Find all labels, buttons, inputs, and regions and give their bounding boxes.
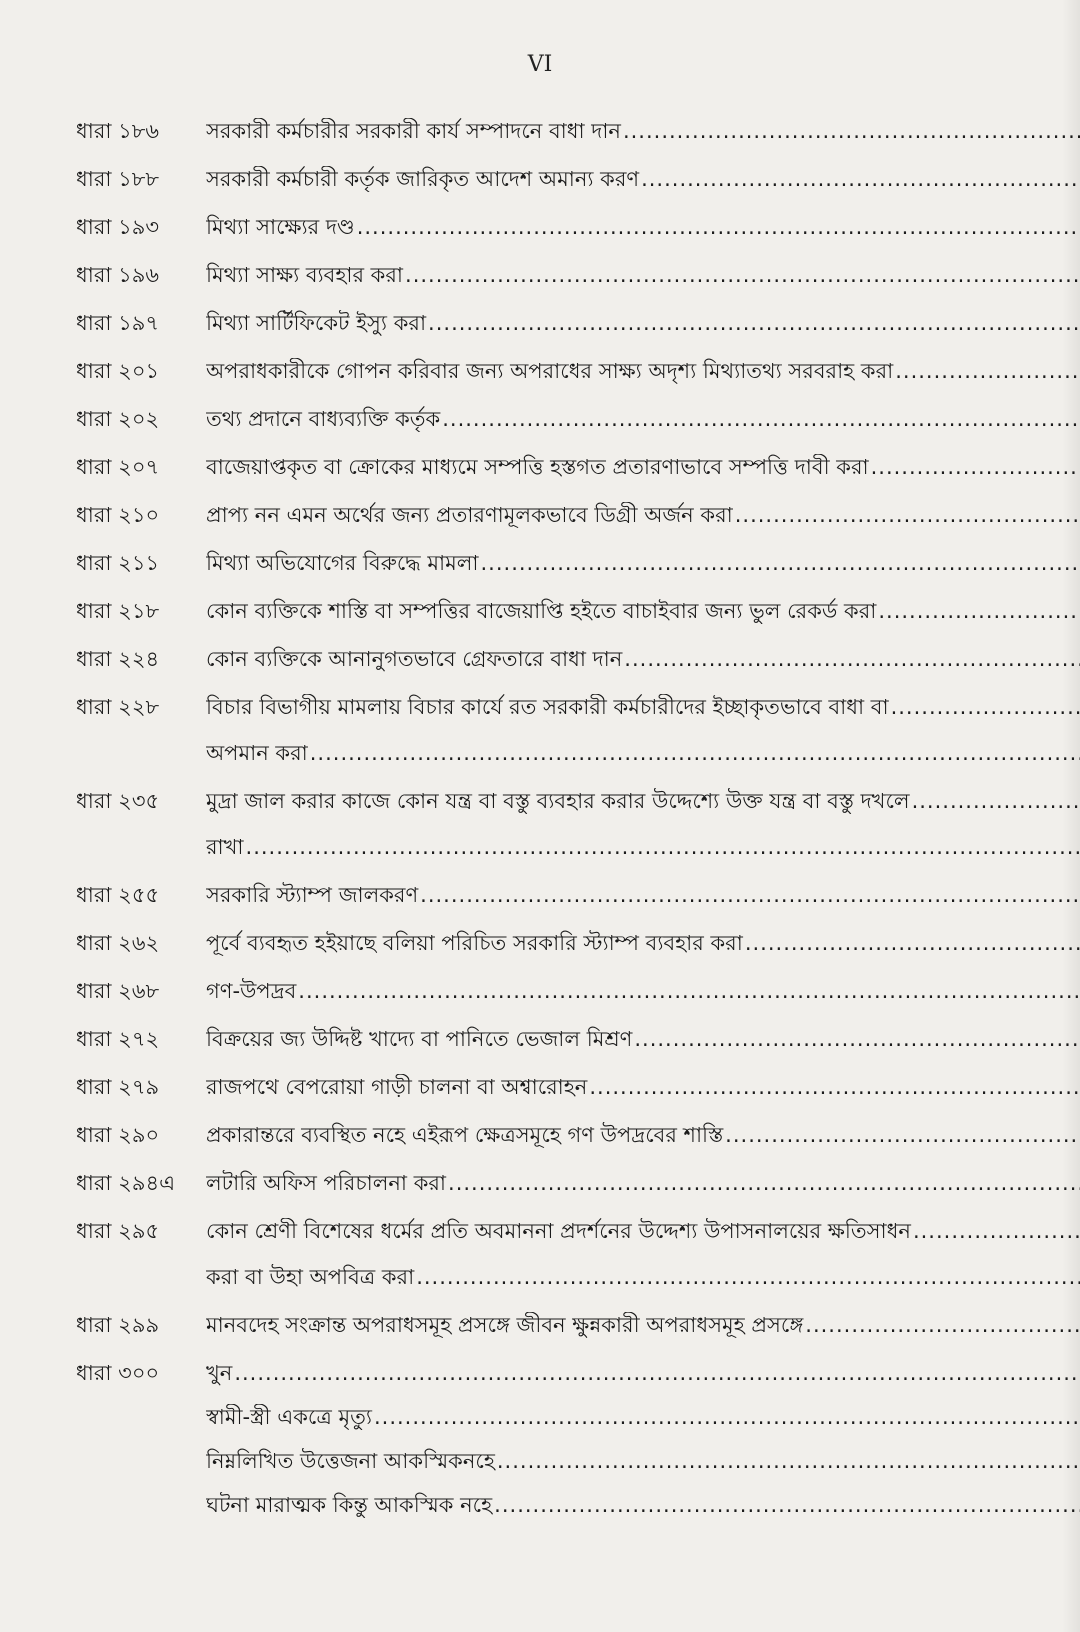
section-number: ধারা ২৯০ bbox=[76, 1123, 160, 1147]
section-number bbox=[76, 1404, 206, 1430]
entry-title-line bbox=[206, 1360, 1080, 1386]
toc-entry bbox=[76, 502, 1046, 528]
entry-title-text: করা বা উহা অপবিত্র করা bbox=[206, 1265, 415, 1289]
dot-leader bbox=[639, 166, 1080, 192]
dot-leader bbox=[733, 502, 1080, 528]
entry-title-line bbox=[206, 214, 1080, 240]
dot-leader bbox=[232, 1360, 1080, 1386]
entry-title bbox=[206, 1170, 1080, 1196]
page-edge-shadow bbox=[1062, 0, 1080, 1632]
entry-title bbox=[206, 454, 1080, 480]
dot-leader bbox=[621, 118, 1080, 144]
entry-title-text: সরকারী কর্মচারীর সরকারী কার্য সম্পাদনে বাধা দান bbox=[206, 119, 621, 143]
entry-title bbox=[206, 1404, 1080, 1430]
section-number: ধারা ২১৮ bbox=[76, 599, 160, 623]
dot-leader bbox=[910, 788, 1080, 814]
entry-title-text: ঘটনা মারাত্মক কিন্তু আকস্মিক নহে bbox=[206, 1493, 493, 1517]
entry-title-line bbox=[206, 788, 1080, 814]
section-number: ধারা ২২৮ bbox=[76, 695, 160, 719]
entry-title-text: পূর্বে ব্যবহৃত হইয়াছে বলিয়া পরিচিত সরকারি স্ট্যাম্প ব্যবহার করা bbox=[206, 931, 743, 955]
entry-title bbox=[206, 1122, 1080, 1148]
entry-title bbox=[206, 1074, 1080, 1100]
entry-title-line bbox=[206, 502, 1080, 528]
entry-title-line bbox=[206, 550, 1080, 576]
section-number: ধারা ২৭৯ bbox=[76, 1075, 160, 1099]
toc-entry bbox=[76, 118, 1046, 144]
toc-entry bbox=[76, 1026, 1046, 1052]
section-number: ধারা ২৯৯ bbox=[76, 1313, 160, 1337]
entry-title bbox=[206, 1026, 1080, 1052]
dot-leader bbox=[414, 1264, 1080, 1290]
section-number: ধারা ১৮৮ bbox=[76, 167, 160, 191]
entry-title-line bbox=[206, 1218, 1080, 1244]
entry-title-text: মানবদেহ সংক্রান্ত অপরাধসমূহ প্রসঙ্গে জীবন ক্ষুন্নকারী অপরাধসমূহ প্রসঙ্গে bbox=[206, 1313, 804, 1337]
dot-leader bbox=[418, 882, 1080, 908]
entry-title bbox=[206, 118, 1080, 144]
section-number: ধারা ১৯৩ bbox=[76, 215, 160, 239]
toc-entry bbox=[76, 1170, 1046, 1196]
entry-title-text: খুন bbox=[206, 1361, 233, 1385]
entry-title-text: সরকারি স্ট্যাম্প জালকরণ bbox=[206, 883, 419, 907]
entry-title-line bbox=[206, 740, 1080, 766]
toc-entry bbox=[76, 1448, 1046, 1474]
entry-title bbox=[206, 214, 1080, 240]
entry-title bbox=[206, 882, 1080, 908]
section-number: ধারা ২০১ bbox=[76, 359, 160, 383]
entry-title bbox=[206, 646, 1080, 672]
dot-leader bbox=[495, 1448, 1080, 1474]
section-number: ধারা ২৯৫ bbox=[76, 1219, 160, 1243]
toc-entry bbox=[76, 930, 1046, 956]
entry-title-line bbox=[206, 1492, 1080, 1518]
entry-title-line bbox=[206, 1170, 1080, 1196]
section-number: ধারা ২০৭ bbox=[76, 455, 160, 479]
entry-title bbox=[206, 1448, 1080, 1474]
toc-entry bbox=[76, 978, 1046, 1004]
entry-title-text: সরকারী কর্মচারী কর্তৃক জারিকৃত আদেশ অমান্য করণ bbox=[206, 167, 640, 191]
entry-title bbox=[206, 550, 1080, 576]
entry-title-line bbox=[206, 118, 1080, 144]
entry-title-text: অপরাধকারীকে গোপন করিবার জন্য অপরাধের সাক্ষ্য অদৃশ্য মিথ্যাতথ্য সরবরাহ করা bbox=[206, 359, 894, 383]
section-number: ধারা ২১০ bbox=[76, 503, 160, 527]
dot-leader bbox=[296, 978, 1080, 1004]
entry-title bbox=[206, 694, 1080, 766]
entry-title-text: লটারি অফিস পরিচালনা করা bbox=[206, 1171, 447, 1195]
toc-entry bbox=[76, 1218, 1046, 1290]
toc-entry bbox=[76, 358, 1046, 384]
entry-title bbox=[206, 1492, 1080, 1518]
section-number: ধারা ২৯৪এ bbox=[76, 1171, 176, 1195]
dot-leader bbox=[355, 214, 1080, 240]
entry-title-line bbox=[206, 1026, 1080, 1052]
toc-entry bbox=[76, 310, 1046, 336]
entry-title-text: গণ-উপদ্রব bbox=[206, 979, 297, 1003]
section-number: ধারা ২২৪ bbox=[76, 647, 160, 671]
toc-entry bbox=[76, 406, 1046, 432]
dot-leader bbox=[403, 262, 1080, 288]
section-number: ধারা ২৬২ bbox=[76, 931, 160, 955]
dot-leader bbox=[876, 598, 1080, 624]
section-number: ধারা ২৬৮ bbox=[76, 979, 160, 1003]
entry-title-line bbox=[206, 978, 1080, 1004]
dot-leader bbox=[743, 930, 1080, 956]
dot-leader bbox=[446, 1170, 1080, 1196]
section-number: ধারা ২০২ bbox=[76, 407, 160, 431]
toc-entry bbox=[76, 788, 1046, 860]
entry-title-text: কোন ব্যক্তিকে শাস্তি বা সম্পত্তির বাজেয়াপ্তি হইতে বাচাইবার জন্য ভুল রেকর্ড করা bbox=[206, 599, 877, 623]
section-number: ধারা ২১১ bbox=[76, 551, 160, 575]
toc-entry bbox=[76, 550, 1046, 576]
section-number: ধারা ২৫৫ bbox=[76, 883, 160, 907]
section-number bbox=[76, 1448, 206, 1474]
entry-title-text: বিচার বিভাগীয় মামলায় বিচার কার্যে রত সরকারী কর্মচারীদের ইচ্ছাকৃতভাবে বাধা বা bbox=[206, 695, 889, 719]
dot-leader bbox=[479, 550, 1080, 576]
dot-leader bbox=[440, 406, 1080, 432]
dot-leader bbox=[308, 740, 1080, 766]
entry-title-text: প্রাপ্য নন এমন অর্থের জন্য প্রতারণামূলকভাবে ডিগ্রী অর্জন করা bbox=[206, 503, 733, 527]
dot-leader bbox=[632, 1026, 1080, 1052]
entry-title-line bbox=[206, 1074, 1080, 1100]
toc-entry bbox=[76, 1122, 1046, 1148]
section-number: ধারা ২৭২ bbox=[76, 1027, 160, 1051]
entry-title-text: বিক্রয়ের জ্য উদ্দিষ্ট খাদ্যে বা পানিতে ভেজাল মিশ্রণ bbox=[206, 1027, 633, 1051]
entry-title-line bbox=[206, 694, 1080, 720]
entry-title-text: মিথ্যা সাক্ষ্য ব্যবহার করা bbox=[206, 263, 404, 287]
entry-title-text: অপমান করা bbox=[206, 741, 308, 765]
entry-title-text: কোন শ্রেণী বিশেষের ধর্মের প্রতি অবমাননা প্রদর্শনের উদ্দেশ্য উপাসনালয়ের ক্ষতিসাধন bbox=[206, 1219, 911, 1243]
entry-title bbox=[206, 930, 1080, 956]
toc-entry bbox=[76, 214, 1046, 240]
entry-title-line bbox=[206, 1264, 1080, 1290]
entry-title-line bbox=[206, 1312, 1080, 1338]
entry-title-text: মুদ্রা জাল করার কাজে কোন যন্ত্র বা বস্তু ব্যবহার করার উদ্দেশ্যে উক্ত যন্ত্র বা বস্তু দখলে bbox=[206, 789, 910, 813]
entry-title-line bbox=[206, 1404, 1080, 1430]
entry-title-line bbox=[206, 262, 1080, 288]
toc-entry bbox=[76, 882, 1046, 908]
dot-leader bbox=[889, 694, 1080, 720]
entry-title-text: প্রকারান্তরে ব্যবস্থিত নহে এইরূপ ক্ষেত্রসমূহে গণ উপদ্রবের শাস্তি bbox=[206, 1123, 724, 1147]
toc-entry bbox=[76, 646, 1046, 672]
entry-title bbox=[206, 310, 1080, 336]
entry-title-line bbox=[206, 598, 1080, 624]
entry-title-line bbox=[206, 930, 1080, 956]
entry-title-line bbox=[206, 310, 1080, 336]
dot-leader bbox=[911, 1218, 1080, 1244]
section-number: ধারা ৩০০ bbox=[76, 1361, 160, 1385]
entry-title-text: নিম্নলিখিত উত্তেজনা আকস্মিকনহে bbox=[206, 1449, 495, 1473]
section-number bbox=[76, 1492, 206, 1518]
dot-leader bbox=[723, 1122, 1080, 1148]
entry-title-line bbox=[206, 166, 1080, 192]
dot-leader bbox=[244, 834, 1080, 860]
entry-title bbox=[206, 166, 1080, 192]
entry-title-line bbox=[206, 834, 1080, 860]
entry-title-text: তথ্য প্রদানে বাধ্যব্যক্তি কর্তৃক bbox=[206, 407, 441, 431]
entry-title bbox=[206, 406, 1080, 432]
entry-title-line bbox=[206, 454, 1080, 480]
toc-entry bbox=[76, 166, 1046, 192]
toc-entry bbox=[76, 1360, 1046, 1386]
toc-entry bbox=[76, 454, 1046, 480]
entry-title bbox=[206, 1312, 1080, 1338]
entry-title-line bbox=[206, 358, 1080, 384]
entry-title-line bbox=[206, 406, 1080, 432]
dot-leader bbox=[869, 454, 1080, 480]
entry-title bbox=[206, 788, 1080, 860]
toc-entry bbox=[76, 262, 1046, 288]
entry-title-text: মিথ্যা সার্টিফিকেট ইস্যু করা bbox=[206, 311, 427, 335]
entry-title-text: কোন ব্যক্তিকে আনানুগতভাবে গ্রেফতারে বাধা দান bbox=[206, 647, 623, 671]
entry-title-line bbox=[206, 882, 1080, 908]
entry-title-text: বাজেয়াপ্তকৃত বা ক্রোকের মাধ্যমে সম্পত্তি হস্তগত প্রতারণাভাবে সম্পত্তি দাবী করা bbox=[206, 455, 869, 479]
toc-entry bbox=[76, 598, 1046, 624]
entry-title-line bbox=[206, 1122, 1080, 1148]
toc-entry bbox=[76, 1404, 1046, 1430]
page-number: VI bbox=[527, 52, 553, 77]
entry-title bbox=[206, 1218, 1080, 1290]
dot-leader bbox=[893, 358, 1080, 384]
entry-title bbox=[206, 358, 1080, 384]
entry-title-line bbox=[206, 646, 1080, 672]
section-number: ধারা ২৩৫ bbox=[76, 789, 160, 813]
entry-title-text: মিথ্যা অভিযোগের বিরুদ্ধে মামলা bbox=[206, 551, 479, 575]
entry-title-text: স্বামী-স্ত্রী একত্রে মৃত্যু bbox=[206, 1405, 372, 1429]
entry-title-text: রাজপথে বেপরোয়া গাড়ী চালনা বা অশ্বারোহন bbox=[206, 1075, 588, 1099]
toc-entry bbox=[76, 694, 1046, 766]
dot-leader bbox=[426, 310, 1080, 336]
entry-title bbox=[206, 262, 1080, 288]
dot-leader bbox=[587, 1074, 1080, 1100]
dot-leader bbox=[622, 646, 1080, 672]
section-number: ধারা ১৮৬ bbox=[76, 119, 160, 143]
entry-title bbox=[206, 502, 1080, 528]
entry-title-text: রাখা bbox=[206, 835, 244, 859]
toc-entry bbox=[76, 1312, 1046, 1338]
entry-title-text: মিথ্যা সাক্ষ্যের দণ্ড bbox=[206, 215, 355, 239]
table-of-contents bbox=[76, 118, 1046, 1540]
section-number: ধারা ১৯৬ bbox=[76, 263, 160, 287]
toc-entry bbox=[76, 1074, 1046, 1100]
dot-leader bbox=[372, 1404, 1080, 1430]
entry-title bbox=[206, 1360, 1080, 1386]
entry-title-line bbox=[206, 1448, 1080, 1474]
section-number: ধারা ১৯৭ bbox=[76, 311, 160, 335]
entry-title bbox=[206, 598, 1080, 624]
entry-title bbox=[206, 978, 1080, 1004]
toc-entry bbox=[76, 1492, 1046, 1518]
dot-leader bbox=[492, 1492, 1080, 1518]
dot-leader bbox=[803, 1312, 1080, 1338]
